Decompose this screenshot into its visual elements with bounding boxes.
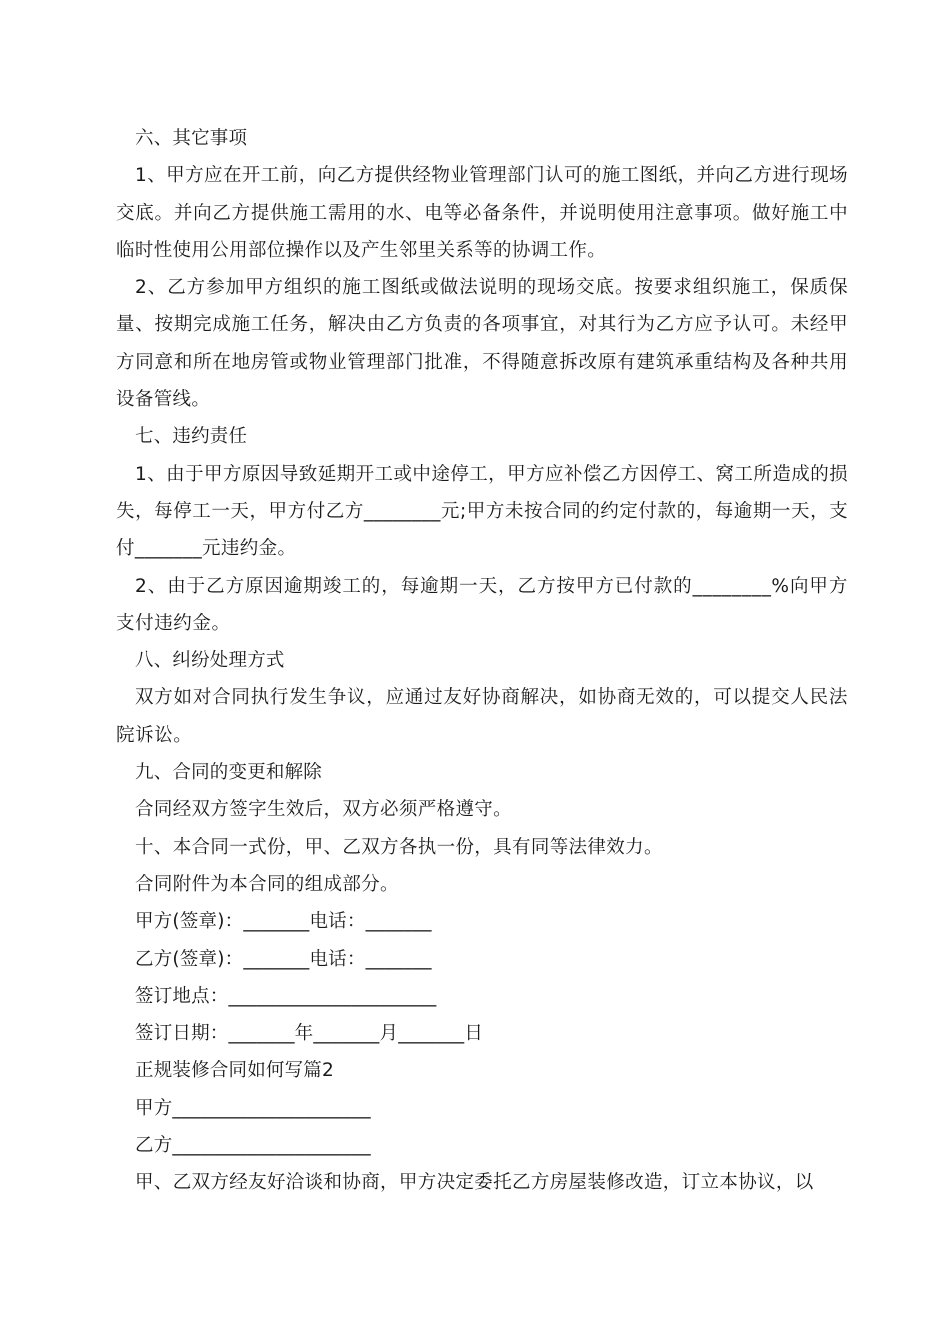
paragraph-sec6-item1: 1、甲方应在开工前，向乙方提供经物业管理部门认可的施工图纸，并向乙方进行现场交底。并向乙方提供施工需用的水、电等必备条件，并说明使用注意事项。做好施工中临时性使用公用部位操作以及产生邻里关系等的协调工作。 (116, 165, 848, 261)
paragraph-sec7-item1: 1、由于甲方原因导致延期开工或中途停工，甲方应补偿乙方因停工、窝工所造成的损失，每停工一天，甲方付乙方________元;甲方未按合同的约定付款的，每逾期一天，支付_______元违约金。 (116, 463, 848, 560)
signature-date: 签订日期：_______年_______月_______日 (135, 1023, 484, 1045)
party-b-line: 乙方_____________________ (135, 1135, 371, 1157)
paragraph-intro: 甲、乙双方经友好洽谈和协商，甲方决定委托乙方房屋装修改造，订立本协议，以 (135, 1172, 814, 1194)
paragraph-sec6-item2: 2、乙方参加甲方组织的施工图纸或做法说明的现场交底。按要求组织施工，保质保量、按期完成施工任务，解决由乙方负责的各项事宜，对其行为乙方应予认可。未经甲方同意和所在地房管或物业管理部门批准，不得随意拆改原有建筑承重结构及各种共用设备管线。 (116, 277, 848, 411)
signature-location: 签订地点：______________________ (135, 985, 437, 1007)
section-heading-other-matters: 六、其它事项 (135, 128, 248, 149)
article-title: 正规装修合同如何写篇2 (135, 1060, 334, 1082)
paragraph-sec7-item2: 2、由于乙方原因逾期竣工的，每逾期一天，乙方按甲方已付款的________%向甲方支付违约金。 (116, 575, 848, 634)
section-heading-liability: 七、违约责任 (135, 426, 248, 448)
signature-party-a: 甲方(签章)：_______电话：_______ (135, 911, 432, 933)
section-heading-change: 九、合同的变更和解除 (135, 762, 323, 784)
section-heading-dispute: 八、纠纷处理方式 (135, 650, 285, 672)
signature-party-b: 乙方(签章)：_______电话：_______ (135, 948, 432, 970)
party-a-line: 甲方_____________________ (135, 1097, 371, 1119)
paragraph-sec9-body: 合同经双方签字生效后，双方必须严格遵守。 (135, 799, 513, 821)
paragraph-sec8-body: 双方如对合同执行发生争议，应通过友好协商解决，如协商无效的，可以提交人民法院诉讼。 (116, 687, 848, 746)
document-body (116, 120, 848, 1202)
paragraph-sec10-heading: 十、本合同一式份，甲、乙双方各执一份，具有同等法律效力。 (135, 836, 663, 858)
paragraph-attachment-note: 合同附件为本合同的组成部分。 (135, 873, 399, 895)
